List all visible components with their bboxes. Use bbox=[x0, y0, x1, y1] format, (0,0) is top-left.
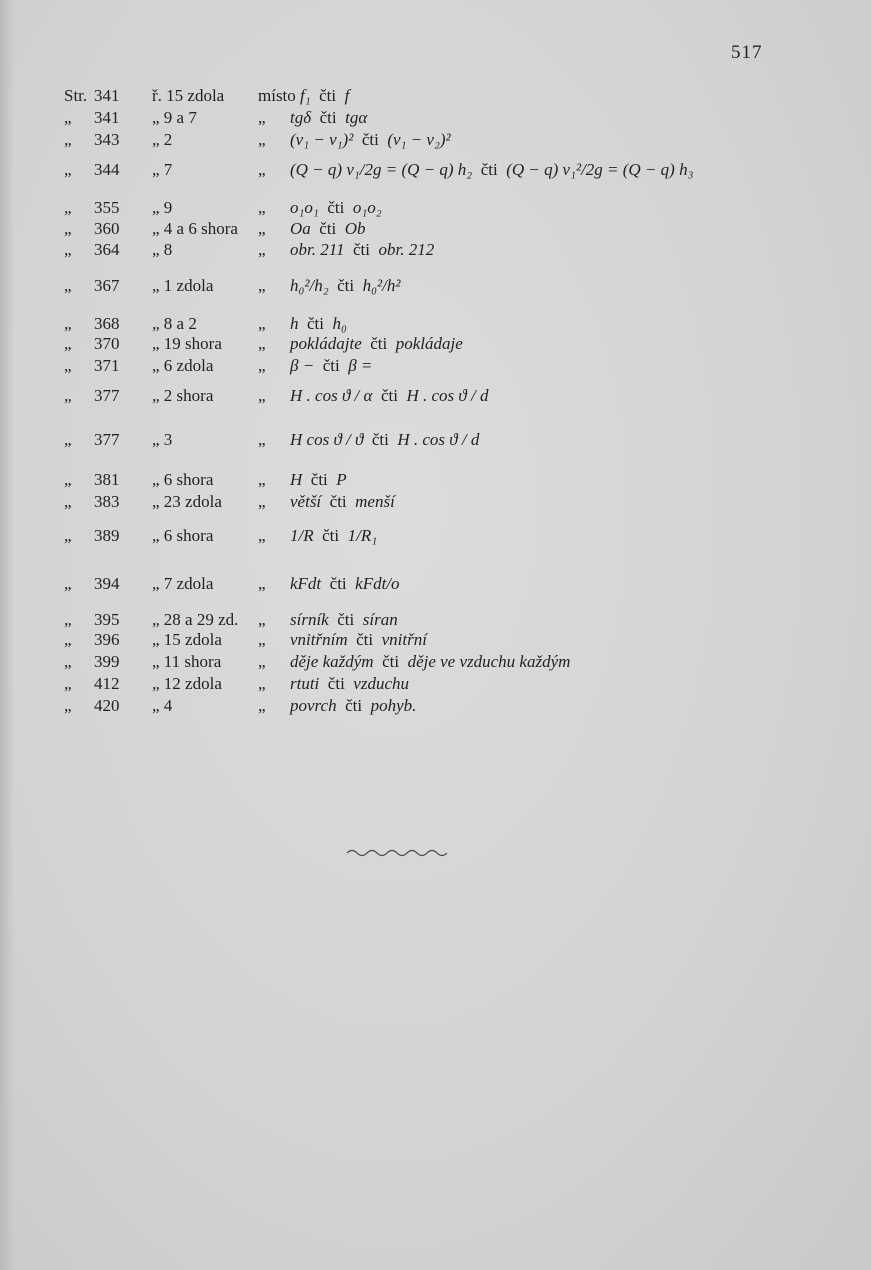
wrong-text: h bbox=[290, 314, 299, 333]
wrong-text: tgδ bbox=[290, 108, 312, 127]
row-ditto: „ bbox=[258, 526, 266, 545]
read-word: čti bbox=[310, 86, 345, 105]
right-text: β = bbox=[348, 356, 373, 375]
row-prefix: „ bbox=[64, 276, 72, 295]
row-prefix: „ bbox=[64, 652, 72, 671]
row-ditto: „ bbox=[258, 430, 266, 449]
row-correction bbox=[290, 674, 409, 694]
row-correction bbox=[290, 198, 382, 218]
row-prefix: „ bbox=[64, 470, 72, 489]
row-ditto: „ bbox=[258, 334, 266, 353]
right-text: tgα bbox=[345, 108, 368, 127]
row-line-ref: „ 2 shora bbox=[152, 386, 214, 405]
page-number: 517 bbox=[731, 42, 763, 63]
row-prefix: „ bbox=[64, 574, 72, 593]
right-text: o₁o₂ bbox=[352, 198, 382, 217]
row-prefix: „ bbox=[64, 696, 72, 715]
wrong-text: (Q − q) v₁/2g = (Q − q) h₂ bbox=[290, 160, 473, 179]
row-page-number: 360 bbox=[94, 219, 120, 238]
right-text: (v₁ − v₂)² bbox=[387, 130, 451, 149]
ornament-squiggle bbox=[345, 846, 455, 860]
row-line-ref: „ 7 bbox=[152, 160, 173, 179]
wrong-text: vnitřním bbox=[290, 630, 348, 649]
row-correction bbox=[290, 276, 400, 296]
row-prefix: „ bbox=[64, 334, 72, 353]
row-correction bbox=[290, 470, 347, 490]
row-prefix: „ bbox=[64, 610, 72, 629]
row-correction bbox=[290, 610, 398, 630]
row-line-ref: „ 1 zdola bbox=[152, 276, 214, 295]
right-text: 1/R₁ bbox=[347, 526, 378, 545]
read-word: čti bbox=[321, 492, 356, 511]
row-line-ref: „ 15 zdola bbox=[152, 630, 222, 649]
read-word: čti bbox=[302, 470, 337, 489]
read-word: čti bbox=[318, 198, 353, 217]
right-text: pokládaje bbox=[395, 334, 463, 353]
wrong-text: H bbox=[290, 470, 303, 489]
wrong-text: β − bbox=[290, 356, 315, 375]
row-prefix: „ bbox=[64, 492, 72, 511]
row-page-number: 377 bbox=[94, 386, 120, 405]
right-text: f bbox=[344, 86, 350, 105]
read-word: čti bbox=[336, 696, 371, 715]
row-correction bbox=[290, 630, 427, 650]
row-page-number: 395 bbox=[94, 610, 120, 629]
wrong-text: Oa bbox=[290, 219, 311, 238]
row-page-number: 341 bbox=[94, 108, 120, 127]
right-text: P bbox=[336, 470, 347, 489]
wrong-text: povrch bbox=[290, 696, 337, 715]
row-prefix: „ bbox=[64, 198, 72, 217]
row-ditto: „ bbox=[258, 630, 266, 649]
row-prefix: „ bbox=[64, 674, 72, 693]
row-prefix: „ bbox=[64, 160, 72, 179]
row-line-ref: „ 12 zdola bbox=[152, 674, 222, 693]
read-word: čti bbox=[314, 356, 349, 375]
read-word: čti bbox=[344, 240, 379, 259]
right-text: pohyb. bbox=[370, 696, 417, 715]
row-correction bbox=[290, 356, 372, 376]
row-line-ref: „ 9 bbox=[152, 198, 173, 217]
read-word: čti bbox=[311, 108, 346, 127]
wrong-text: sírník bbox=[290, 610, 329, 629]
read-word: čti bbox=[319, 674, 354, 693]
right-text: kFdt/o bbox=[355, 574, 400, 593]
row-ditto: „ bbox=[258, 696, 266, 715]
row-correction bbox=[290, 526, 377, 546]
row-correction bbox=[290, 130, 451, 150]
row-page-number: 420 bbox=[94, 696, 120, 715]
row-prefix: „ bbox=[64, 108, 72, 127]
wrong-text: f₁ bbox=[300, 86, 311, 105]
row-line-ref: „ 7 zdola bbox=[152, 574, 214, 593]
row-correction bbox=[290, 314, 347, 334]
wrong-text: 1/R bbox=[290, 526, 314, 545]
row-correction bbox=[290, 652, 570, 672]
wrong-text: kFdt bbox=[290, 574, 322, 593]
row-page-number: 381 bbox=[94, 470, 120, 489]
right-text: menší bbox=[355, 492, 395, 511]
read-word: čti bbox=[321, 574, 356, 593]
row-page-number: 344 bbox=[94, 160, 120, 179]
row-page-number: 368 bbox=[94, 314, 120, 333]
row-ditto: „ bbox=[258, 674, 266, 693]
row-line-ref: „ 3 bbox=[152, 430, 173, 449]
right-text: (Q − q) v₁²/2g = (Q − q) h₃ bbox=[506, 160, 694, 179]
row-prefix: „ bbox=[64, 219, 72, 238]
row-prefix: „ bbox=[64, 240, 72, 259]
page-edge-shadow bbox=[0, 0, 14, 1270]
row-line-ref: „ 11 shora bbox=[152, 652, 222, 671]
row-correction bbox=[290, 334, 463, 354]
row-page-number: 389 bbox=[94, 526, 120, 545]
wrong-text: H cos ϑ / ϑ bbox=[290, 430, 364, 449]
wrong-text: h₀²/h₂ bbox=[290, 276, 329, 295]
row-page-number: 341 bbox=[94, 86, 120, 105]
wrong-text: obr. 211 bbox=[290, 240, 345, 259]
row-correction bbox=[290, 108, 367, 128]
row-page-number: 412 bbox=[94, 674, 120, 693]
row-prefix: „ bbox=[64, 526, 72, 545]
row-line-ref: ř. 15 zdola bbox=[152, 86, 225, 105]
row-ditto: „ bbox=[258, 130, 266, 149]
row-prefix: „ bbox=[64, 630, 72, 649]
row-correction bbox=[290, 386, 488, 406]
row-page-number: 370 bbox=[94, 334, 120, 353]
row-page-number: 371 bbox=[94, 356, 120, 375]
right-text: obr. 212 bbox=[378, 240, 435, 259]
row-correction bbox=[290, 574, 400, 594]
row-ditto: „ bbox=[258, 240, 266, 259]
row-prefix: „ bbox=[64, 430, 72, 449]
right-text: h₀²/h² bbox=[362, 276, 401, 295]
row-ditto: „ bbox=[258, 219, 266, 238]
row-line-ref: „ 9 a 7 bbox=[152, 108, 197, 127]
row-page-number: 396 bbox=[94, 630, 120, 649]
row-ditto: „ bbox=[258, 492, 266, 511]
right-text: vnitřní bbox=[381, 630, 427, 649]
wrong-text: (v₁ − v₁)² bbox=[290, 130, 354, 149]
wrong-text: o₁o₁ bbox=[290, 198, 319, 217]
row-line-ref: „ 8 bbox=[152, 240, 173, 259]
right-text: síran bbox=[362, 610, 398, 629]
row-line-ref: „ 19 shora bbox=[152, 334, 222, 353]
row-ditto: „ bbox=[258, 574, 266, 593]
row-line-ref: „ 23 zdola bbox=[152, 492, 222, 511]
row-page-number: 383 bbox=[94, 492, 120, 511]
row-correction bbox=[290, 430, 479, 450]
row-page-number: 399 bbox=[94, 652, 120, 671]
row-ditto: „ bbox=[258, 652, 266, 671]
row-prefix: „ bbox=[64, 130, 72, 149]
row-correction bbox=[300, 86, 349, 106]
row-ditto: „ bbox=[258, 314, 266, 333]
row-line-ref: „ 8 a 2 bbox=[152, 314, 197, 333]
row-line-ref: „ 6 shora bbox=[152, 470, 214, 489]
wrong-text: pokládajte bbox=[290, 334, 362, 353]
right-text: H . cos ϑ / d bbox=[406, 386, 489, 405]
row-prefix: „ bbox=[64, 314, 72, 333]
read-word: čti bbox=[298, 314, 333, 333]
row-ditto: „ bbox=[258, 276, 266, 295]
right-text: h₀ bbox=[332, 314, 347, 333]
row-page-number: 377 bbox=[94, 430, 120, 449]
read-word: čti bbox=[347, 630, 382, 649]
row-line-ref: „ 2 bbox=[152, 130, 173, 149]
read-word: čti bbox=[353, 130, 388, 149]
wrong-text: větší bbox=[290, 492, 322, 511]
row-correction bbox=[290, 160, 694, 180]
row-correction bbox=[290, 696, 416, 716]
right-text: Ob bbox=[344, 219, 366, 238]
row-page-number: 394 bbox=[94, 574, 120, 593]
read-word: čti bbox=[472, 160, 507, 179]
row-page-number: 364 bbox=[94, 240, 120, 259]
row-line-ref: „ 6 shora bbox=[152, 526, 214, 545]
row-correction bbox=[290, 492, 395, 512]
row-page-number: 355 bbox=[94, 198, 120, 217]
read-word: čti bbox=[310, 219, 345, 238]
row-ditto: „ bbox=[258, 198, 266, 217]
read-word: čti bbox=[328, 610, 363, 629]
row-prefix: Str. bbox=[64, 86, 88, 105]
row-ditto: „ bbox=[258, 356, 266, 375]
wrong-text: děje každým bbox=[290, 652, 374, 671]
read-word: čti bbox=[361, 334, 396, 353]
wrong-text: rtuti bbox=[290, 674, 320, 693]
row-line-ref: „ 4 a 6 shora bbox=[152, 219, 238, 238]
row-ditto: „ bbox=[258, 108, 266, 127]
right-text: děje ve vzduchu každým bbox=[407, 652, 571, 671]
row-correction bbox=[290, 240, 434, 260]
row-prefix: „ bbox=[64, 386, 72, 405]
row-ditto: místo bbox=[258, 86, 296, 105]
right-text: H . cos ϑ / d bbox=[397, 430, 480, 449]
read-word: čti bbox=[363, 430, 398, 449]
row-ditto: „ bbox=[258, 160, 266, 179]
read-word: čti bbox=[373, 652, 408, 671]
row-ditto: „ bbox=[258, 386, 266, 405]
wrong-text: H . cos ϑ / α bbox=[290, 386, 373, 405]
row-page-number: 367 bbox=[94, 276, 120, 295]
row-prefix: „ bbox=[64, 356, 72, 375]
row-line-ref: „ 6 zdola bbox=[152, 356, 214, 375]
row-ditto: „ bbox=[258, 610, 266, 629]
row-line-ref: „ 28 a 29 zd. bbox=[152, 610, 239, 629]
read-word: čti bbox=[313, 526, 348, 545]
right-text: vzduchu bbox=[353, 674, 410, 693]
row-ditto: „ bbox=[258, 470, 266, 489]
row-correction bbox=[290, 219, 366, 239]
row-page-number: 343 bbox=[94, 130, 120, 149]
read-word: čti bbox=[328, 276, 363, 295]
row-line-ref: „ 4 bbox=[152, 696, 173, 715]
read-word: čti bbox=[372, 386, 407, 405]
